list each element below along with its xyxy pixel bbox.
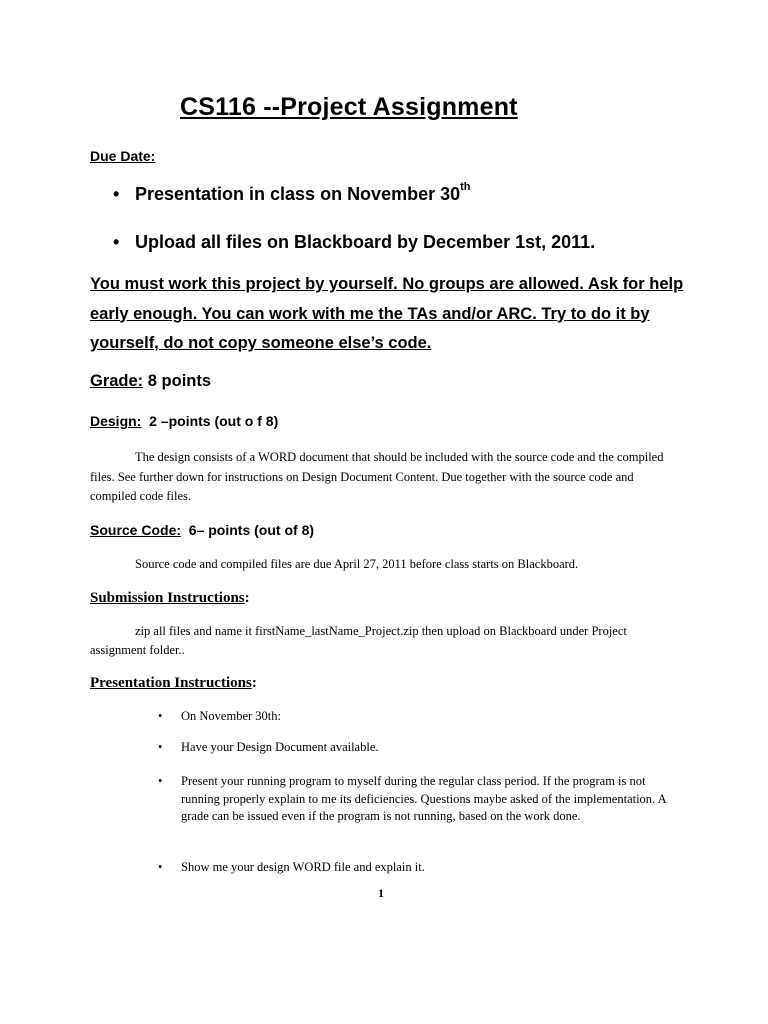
presentation-label: Presentation Instructions [90, 675, 252, 691]
design-heading [90, 413, 278, 429]
due-item-superscript: th [460, 181, 471, 193]
grade-value: 8 points [147, 372, 212, 390]
bullet-icon: • [158, 860, 163, 874]
source-code-points: 6– points (out of 8) [188, 522, 315, 538]
due-item-text: Presentation in class on November 30 [135, 184, 461, 204]
presentation-item-text: Show me your design WORD file and explain it. [181, 860, 425, 874]
design-points: 2 –points (out o f 8) [149, 413, 279, 429]
due-item-text: Upload all files on Blackboard by December 1st, 2011. [135, 232, 596, 252]
source-code-paragraph: Source code and compiled files are due April 27, 2011 before class starts on Blackboard. [135, 557, 579, 571]
design-label: Design: [90, 413, 142, 429]
due-item-presentation [113, 181, 471, 205]
bullet-icon: • [113, 184, 120, 204]
bullet-icon: • [158, 774, 163, 788]
submission-colon: : [244, 590, 250, 606]
design-paragraph: The design consists of a WORD document that should be included with the source code and the compiled files. See further down for instructions on Design Document Content. Due together with the source code and compiled code files. [90, 450, 664, 503]
presentation-item [158, 709, 281, 724]
page-number: 1 [378, 886, 384, 900]
bullet-icon: • [158, 709, 163, 723]
submission-label: Submission Instructions [90, 590, 245, 606]
grade-label: Grade: [90, 372, 144, 390]
source-code-heading [90, 522, 314, 538]
presentation-colon: : [251, 675, 257, 691]
submission-paragraph: zip all files and name it firstName_lastName_Project.zip then upload on Blackboard under Project assignment folder.. [90, 624, 627, 657]
grade-line [90, 372, 211, 391]
presentation-item [158, 860, 425, 875]
presentation-item [158, 773, 678, 826]
submission-heading [90, 590, 250, 607]
due-date-label: Due Date: [90, 148, 156, 164]
presentation-item-text: Have your Design Document available. [181, 740, 379, 754]
source-code-label: Source Code: [90, 522, 182, 538]
presentation-heading [90, 675, 257, 692]
bullet-icon: • [158, 740, 163, 754]
bullet-icon: • [113, 232, 120, 252]
presentation-item [158, 740, 379, 755]
due-item-upload [113, 232, 595, 253]
individual-work-warning [90, 270, 690, 359]
warning-text: You must work this project by yourself. No groups are allowed. Ask for help early enough. You can work with me the TAs and/or ARC. Try to do it by yourself, do not copy someone else’s code. [90, 275, 684, 352]
presentation-item-text: On November 30th: [181, 709, 281, 723]
presentation-item-text: Present your running program to myself during the regular class period. If the program is not running properly explain to me its deficiencies. Questions maybe asked of the implementation. A grade can be issued even if the program is not running, based on the work done. [181, 774, 666, 823]
document-title: CS116 --Project Assignment [180, 93, 518, 121]
